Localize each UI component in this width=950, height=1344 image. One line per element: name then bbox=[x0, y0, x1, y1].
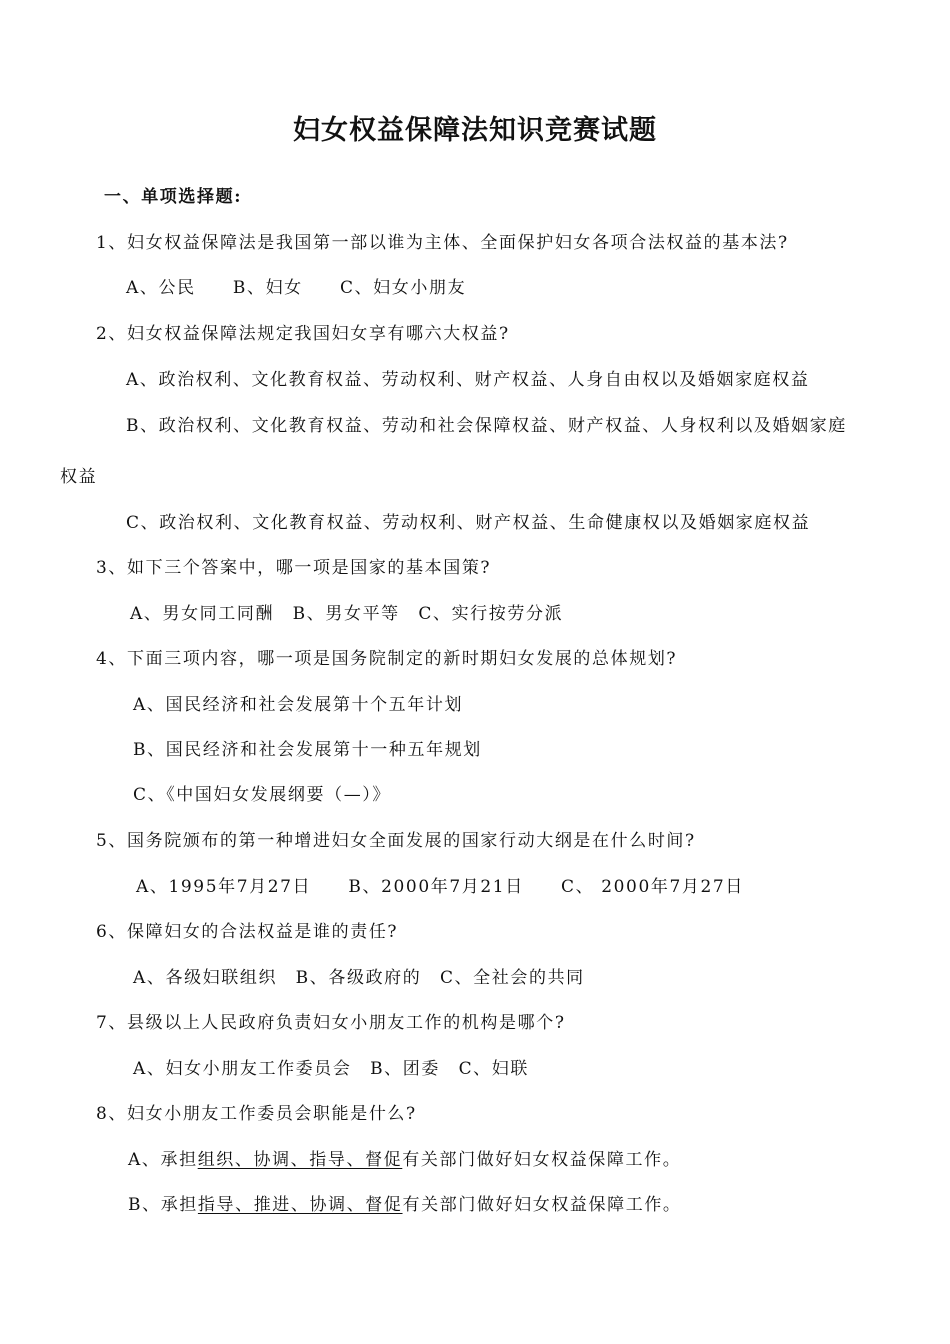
option-b-underlined: 指导、推进、协调、督促 bbox=[197, 1195, 403, 1215]
question-1: 1、妇女权益保障法是我国第一部以谁为主体、全面保护妇女各项合法权益的基本法? bbox=[96, 233, 789, 253]
question-8: 8、妇女小朋友工作委员会职能是什么? bbox=[96, 1104, 417, 1124]
question-8-option-a bbox=[128, 1145, 681, 1170]
question-2: 2、妇女权益保障法规定我国妇女享有哪六大权益? bbox=[96, 324, 510, 344]
question-2-option-b-continued: 权益 bbox=[60, 467, 98, 487]
question-2-option-a: A、政治权利、文化教育权益、劳动权利、财产权益、人身自由权以及婚姻家庭权益 bbox=[126, 370, 810, 390]
question-5-options: A、1995年7月27日 B、2000年7月21日 C、 2000年7月27日 bbox=[136, 877, 744, 897]
option-b-suffix: 有关部门做好妇女权益保障工作。 bbox=[402, 1195, 682, 1215]
question-1-options: A、公民 B、妇女 C、妇女小朋友 bbox=[126, 278, 467, 298]
question-5: 5、国务院颁布的第一种增进妇女全面发展的国家行动大纲是在什么时间? bbox=[96, 831, 696, 851]
question-4: 4、下面三项内容，哪一项是国务院制定的新时期妇女发展的总体规划? bbox=[96, 649, 678, 669]
question-7: 7、县级以上人民政府负责妇女小朋友工作的机构是哪个? bbox=[96, 1013, 566, 1033]
question-3-options: A、男女同工同酬 B、男女平等 C、实行按劳分派 bbox=[130, 604, 564, 624]
question-4-option-c: C、《中国妇女发展纲要（—）》 bbox=[133, 785, 392, 805]
option-a-underlined: 组织、协调、指导、督促 bbox=[197, 1150, 403, 1170]
question-2-option-c: C、政治权利、文化教育权益、劳动权利、财产权益、生命健康权以及婚姻家庭权益 bbox=[126, 513, 811, 533]
section-heading: 一、单项选择题: bbox=[104, 187, 243, 207]
question-8-option-b bbox=[128, 1190, 682, 1215]
question-4-option-b: B、国民经济和社会发展第十一种五年规划 bbox=[133, 740, 482, 760]
option-a-prefix: A、承担 bbox=[128, 1150, 198, 1170]
question-2-option-b: B、政治权利、文化教育权益、劳动和社会保障权益、财产权益、人身权利以及婚姻家庭 bbox=[126, 416, 847, 436]
question-4-option-a: A、国民经济和社会发展第十个五年计划 bbox=[133, 695, 464, 715]
option-b-prefix: B、承担 bbox=[128, 1195, 198, 1215]
document-title: 妇女权益保障法知识竞赛试题 bbox=[293, 115, 657, 146]
question-7-options: A、妇女小朋友工作委员会 B、团委 C、妇联 bbox=[133, 1059, 529, 1079]
question-6: 6、保障妇女的合法权益是谁的责任? bbox=[96, 922, 399, 942]
question-3: 3、如下三个答案中，哪一项是国家的基本国策? bbox=[96, 558, 492, 578]
option-a-suffix: 有关部门做好妇女权益保障工作。 bbox=[402, 1150, 682, 1170]
question-6-options: A、各级妇联组织 B、各级政府的 C、全社会的共同 bbox=[133, 968, 585, 988]
